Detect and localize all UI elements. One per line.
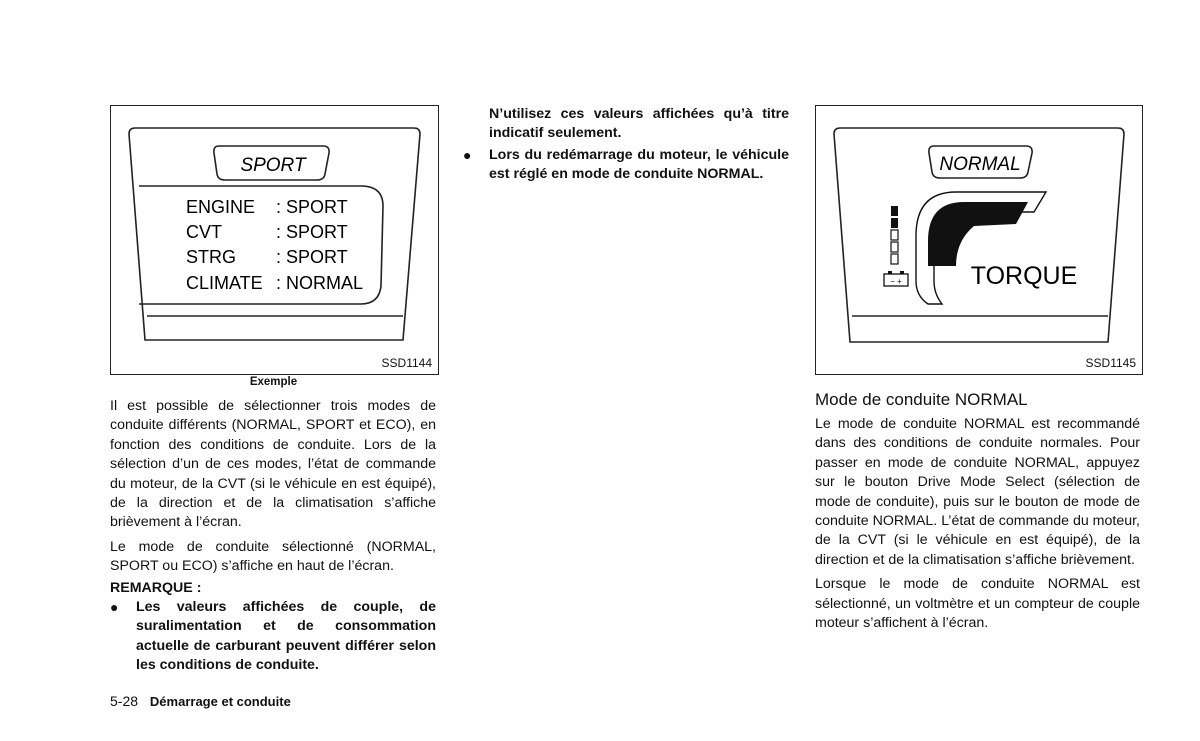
normal-mode-display-paragraph: Lorsque le mode de conduite NORMAL est sélectionné, un voltmètre et un compteur de couple moteur s’affichent à l’écran.	[815, 576, 1140, 632]
mode-label: SPORT	[240, 155, 306, 176]
bullet-icon: ●	[463, 146, 472, 163]
mode-label: NORMAL	[939, 154, 1021, 175]
row-value-strg: : SPORT	[276, 247, 348, 267]
figure-code: SSD1144	[381, 356, 432, 370]
note-bullet-text: Les valeurs affichées de couple, de suralimentation et de consommation actuelle de carburant peuvent différer selon les conditions de conduite.	[136, 599, 436, 674]
gauge-label: TORQUE	[970, 262, 1078, 290]
row-name-cvt: CVT	[186, 222, 222, 242]
note-bullet-continued	[463, 105, 789, 144]
row-name-strg: STRG	[186, 247, 237, 267]
row-value-climate: : NORMAL	[276, 273, 364, 293]
figure-drive-mode-normal	[815, 105, 1143, 375]
note-continued-text: N’utilisez ces valeurs affichées qu’à titre indicatif seulement.	[489, 106, 789, 142]
page-footer	[110, 693, 291, 709]
bullet-icon: ●	[110, 599, 119, 616]
note-bullet-values	[110, 598, 436, 676]
section-title: Démarrage et conduite	[149, 694, 291, 709]
note-restart-text: Lors du redémarrage du moteur, le véhicule est réglé en mode de conduite NORMAL.	[489, 146, 789, 183]
page-number: 5-28	[110, 693, 139, 709]
right-column	[815, 389, 1140, 633]
normal-display-illustration	[816, 106, 1142, 374]
row-name-climate: CLIMATE	[186, 273, 263, 293]
figure-drive-mode-sport	[110, 105, 439, 375]
figure-code: SSD1145	[1085, 356, 1136, 370]
section-heading: Mode de conduite NORMAL	[815, 390, 1028, 409]
note-heading: REMARQUE :	[110, 579, 202, 596]
battery-symbol: − +	[890, 277, 902, 286]
middle-column	[463, 105, 789, 185]
normal-mode-paragraph: Le mode de conduite NORMAL est recommandé dans des conditions de conduite normales. Pour passer en mode de conduite NORMAL, appuyez sur le bouton Drive Mode Select (sélection de mode de conduite), puis sur le bouton de mode de conduite NORMAL. L’état de commande du moteur, de la CVT (si le véhicule en est équipé), de la direction et de la climatisation s’affiche brièvement.	[815, 416, 1140, 568]
row-value-engine: : SPORT	[276, 197, 348, 217]
note-bullet-restart	[463, 146, 789, 185]
left-column	[110, 397, 436, 676]
row-value-cvt: : SPORT	[276, 222, 348, 242]
row-name-engine: ENGINE	[186, 197, 256, 217]
figure-caption: Exemple	[249, 376, 298, 388]
mode-display-paragraph: Le mode de conduite sélectionné (NORMAL, SPORT ou ECO) s’affiche en haut de l’écran.	[110, 538, 436, 575]
intro-paragraph: Il est possible de sélectionner trois modes de conduite différents (NORMAL, SPORT et ECO), en fonction des conditions de conduite. Lors de la sélection d’un de ces modes, l’état de commande du moteur, de la CVT (si le véhicule en est équipé), de la direction et de la climatisation s’affiche brièvement à l’écran.	[110, 398, 436, 531]
sport-display-illustration	[111, 106, 438, 374]
